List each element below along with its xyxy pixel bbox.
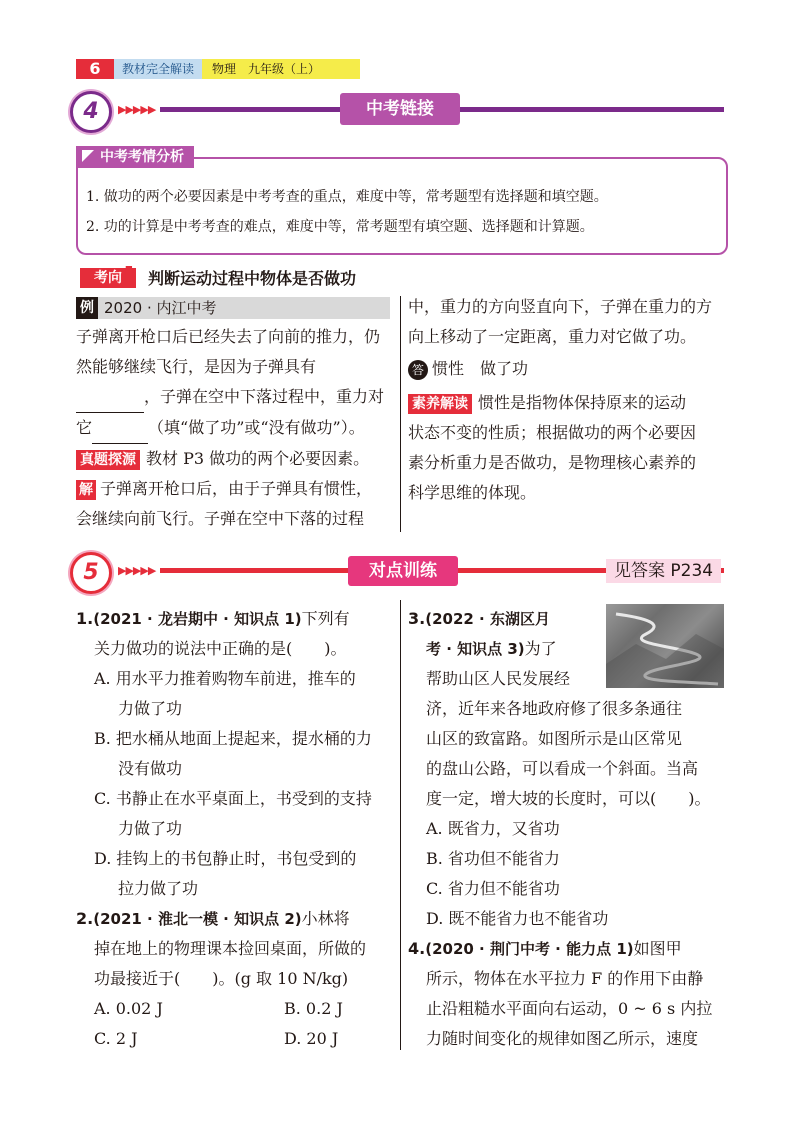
option-d: D. 既不能省力也不能省功 bbox=[426, 909, 609, 928]
example-stem-text: （填“做了功”或“没有做功”）。 bbox=[148, 418, 365, 437]
column-divider bbox=[400, 600, 401, 1050]
exam-analysis-tag: 中考考情分析 bbox=[76, 146, 194, 168]
question-2 bbox=[76, 904, 394, 1054]
literacy-text: 惯性是指物体保持原来的运动 bbox=[478, 393, 687, 412]
example-stem-line bbox=[76, 413, 394, 444]
question-source: 考 · 知识点 3) bbox=[426, 640, 525, 658]
option-a: A. 用水平力推着购物车前进，推车的 bbox=[94, 669, 356, 688]
answer-blank bbox=[76, 382, 144, 413]
solution-tag: 解 bbox=[76, 480, 96, 500]
question-line: 力随时间变化的规律如图乙所示，速度 bbox=[426, 1029, 699, 1048]
example-stem-line: 然能够继续飞行，是因为子弹具有 bbox=[76, 357, 317, 376]
solution-line: 向上移动了一定距离，重力对它做了功。 bbox=[408, 327, 697, 346]
question-number: 2. bbox=[76, 909, 94, 928]
question-text: 小林将 bbox=[301, 909, 350, 928]
option-b-cont: 没有做功 bbox=[118, 759, 183, 778]
section-number-badge: 4 bbox=[70, 91, 112, 133]
running-header bbox=[114, 59, 360, 79]
answer-blank bbox=[92, 413, 148, 444]
options-row bbox=[76, 994, 394, 1024]
question-line: 止沿粗糙水平面向右运动，0 ~ 6 s 内拉 bbox=[426, 999, 713, 1018]
question-line bbox=[408, 604, 728, 634]
question-number: 4. bbox=[408, 939, 426, 958]
question-source: (2020 · 荆门中考 · 能力点 1) bbox=[425, 940, 634, 958]
example-stem-text: 它 bbox=[76, 418, 93, 437]
question-text: 如图甲 bbox=[633, 939, 682, 958]
kaoxiang-marker: ▌ bbox=[126, 266, 139, 285]
question-line bbox=[76, 604, 394, 634]
subject-grade: 物理 九年级（上） bbox=[202, 59, 360, 79]
example-stem-line bbox=[76, 382, 394, 413]
arrows-icon: ▶▶▶▶▶ bbox=[118, 103, 156, 116]
solution-line bbox=[76, 474, 394, 504]
question-line: 山区的致富路。如图所示是山区常见 bbox=[426, 729, 683, 748]
kaoxiang-title: 判断运动过程中物体是否做功 bbox=[148, 269, 357, 288]
page-number: 6 bbox=[76, 59, 114, 79]
literacy-line: 素分析重力是否做功，是物理核心素养的 bbox=[408, 453, 697, 472]
exam-analysis-box bbox=[76, 157, 728, 255]
question-source: (2021 · 龙岩期中 · 知识点 1) bbox=[93, 610, 302, 628]
option-c-cont: 力做了功 bbox=[118, 819, 183, 838]
literacy-tag: 素养解读 bbox=[408, 394, 472, 414]
solution-line: 会继续向前飞行。子弹在空中下落的过程 bbox=[76, 509, 365, 528]
question-line: 度一定，增大坡的长度时，可以( )。 bbox=[426, 789, 711, 808]
question-line: 关力做功的说法中正确的是( )。 bbox=[94, 639, 347, 658]
question-line: 所示，物体在水平拉力 F 的作用下由静 bbox=[426, 969, 704, 988]
example-source: 2020 · 内江中考 bbox=[104, 299, 217, 317]
option-b: B. 把水桶从地面上提起来，提水桶的力 bbox=[94, 729, 372, 748]
question-source: (2022 · 东湖区月 bbox=[425, 610, 550, 628]
answer-page-ref: 见答案 P234 bbox=[606, 559, 721, 583]
question-3 bbox=[408, 604, 728, 934]
analysis-line-1: 1. 做功的两个必要因素是中考考查的重点，难度中等，常考题型有选择题和填空题。 bbox=[86, 189, 608, 205]
question-line bbox=[408, 634, 728, 664]
question-line bbox=[408, 934, 728, 964]
section-title: 对点训练 bbox=[348, 556, 458, 586]
options-row bbox=[76, 1024, 394, 1054]
question-number: 1. bbox=[76, 609, 94, 628]
question-line: 帮助山区人民发展经 bbox=[426, 669, 571, 688]
question-text: 下列有 bbox=[301, 609, 350, 628]
question-number: 3. bbox=[408, 609, 426, 628]
source-tag: 真题探源 bbox=[76, 450, 140, 470]
solution-text: 子弹离开枪口后，由于子弹具有惯性， bbox=[100, 479, 373, 498]
question-line: 的盘山公路，可以看成一个斜面。当高 bbox=[426, 759, 699, 778]
question-line bbox=[76, 904, 394, 934]
question-4 bbox=[408, 934, 728, 1054]
example-stem-line: 子弹离开枪口后已经失去了向前的推力，仍 bbox=[76, 327, 381, 346]
question-1 bbox=[76, 604, 394, 904]
arrows-icon: ▶▶▶▶▶ bbox=[118, 564, 156, 577]
question-line: 功最接近于( )。(g 取 10 N/kg) bbox=[94, 969, 349, 988]
solution-line: 中，重力的方向竖直向下，子弹在重力的方 bbox=[408, 297, 713, 316]
option-d: D. 20 J bbox=[284, 1029, 339, 1048]
option-b: B. 0.2 J bbox=[284, 999, 343, 1018]
analysis-line-2: 2. 功的计算是中考考查的难点，难度中等，常考题型有填空题、选择题和计算题。 bbox=[86, 219, 594, 235]
source-text: 教材 P3 做功的两个必要因素。 bbox=[146, 449, 370, 468]
option-a: A. 既省力，又省功 bbox=[426, 819, 560, 838]
option-a-cont: 力做了功 bbox=[118, 699, 183, 718]
answer-mark: 答 bbox=[408, 360, 428, 380]
literacy-line bbox=[408, 388, 728, 418]
kaoxiang-tag: 考向 bbox=[80, 268, 136, 288]
source-line bbox=[76, 444, 394, 474]
answer-text: 惯性 做了功 bbox=[432, 359, 529, 378]
option-a: A. 0.02 J bbox=[94, 999, 163, 1018]
option-d-cont: 拉力做了功 bbox=[118, 879, 199, 898]
literacy-line: 状态不变的性质；根据做功的两个必要因 bbox=[408, 423, 697, 442]
option-b: B. 省功但不能省力 bbox=[426, 849, 560, 868]
option-d: D. 挂钩上的书包静止时，书包受到的 bbox=[94, 849, 357, 868]
column-divider bbox=[400, 296, 401, 532]
literacy-line: 科学思维的体现。 bbox=[408, 483, 537, 502]
example-right-column bbox=[408, 292, 728, 508]
section-number-badge: 5 bbox=[70, 552, 112, 594]
answer-line bbox=[408, 354, 728, 384]
option-c: C. 2 J bbox=[94, 1029, 138, 1048]
example-mark: 例 bbox=[76, 297, 98, 319]
option-c: C. 省力但不能省功 bbox=[426, 879, 560, 898]
question-line: 掉在地上的物理课本捡回桌面，所做的 bbox=[94, 939, 367, 958]
book-name: 教材完全解读 bbox=[114, 59, 202, 79]
question-text: 为了 bbox=[524, 639, 557, 658]
question-source: (2021 · 淮北一模 · 知识点 2) bbox=[93, 910, 302, 928]
option-c: C. 书静止在水平桌面上，书受到的支持 bbox=[94, 789, 372, 808]
question-line: 济，近年来各地政府修了很多条通往 bbox=[426, 699, 683, 718]
example-stem bbox=[76, 322, 394, 534]
example-stem-text: ，子弹在空中下落过程中，重力对 bbox=[144, 387, 385, 406]
section-title: 中考链接 bbox=[340, 93, 460, 125]
